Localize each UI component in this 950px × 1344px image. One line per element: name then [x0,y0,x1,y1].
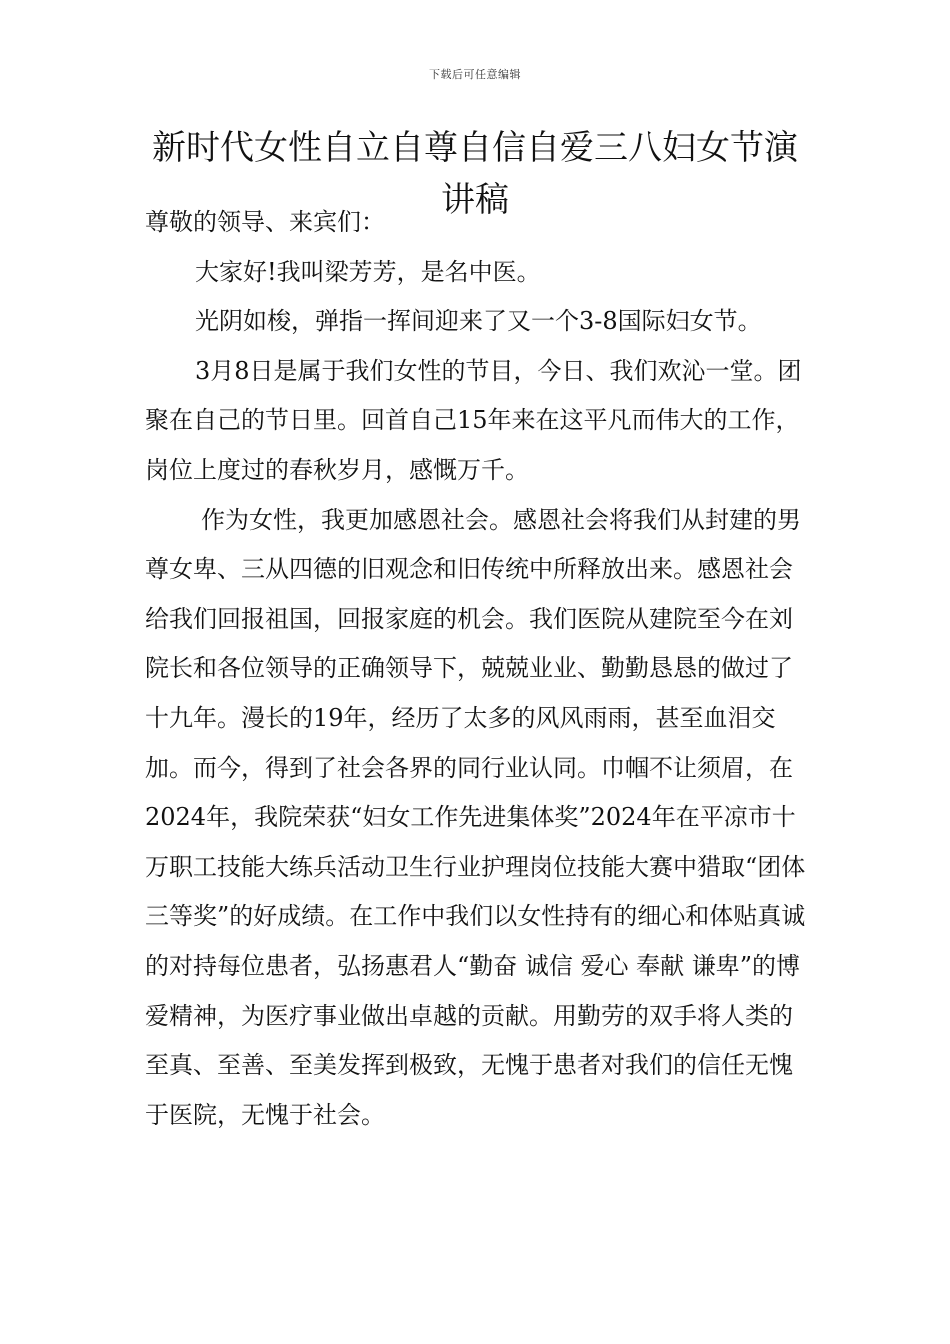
body-paragraph: 作为女性，我更加感恩社会。感恩社会将我们从封建的男尊女卑、三从四德的旧观念和旧传统中所释放出来。感恩社会给我们回报祖国，回报家庭的机会。我们医院从建院至今在刘院长和各位领导的正确领导下，兢兢业业、勤勤恳恳的做过了十九年。漫长的19年，经历了太多的风风雨雨，甚至血泪交加。而今，得到了社会各界的同行业认同。巾帼不让须眉，在2024年，我院荣获“妇女工作先进集体奖”2024年在平凉市十万职工技能大练兵活动卫生行业护理岗位技能大赛中猎取“团体三等奖”的好成绩。在工作中我们以女性持有的细心和体贴真诚的对持每位患者，弘扬惠君人“勤奋 诚信 爱心 奉献 谦卑”的博爱精神，为医疗事业做出卓越的贡献。用勤劳的双手将人类的至真、至善、至美发挥到极致，无愧于患者对我们的信任无愧于医院，无愧于社会。 [145,505,806,1129]
salutation-paragraph: 尊敬的领导、来宾们： [145,208,385,236]
document-title: 新时代女性自立自尊自信自爱三八妇女节演讲稿 [152,128,798,220]
body-paragraph: 3月8日是属于我们女性的节目，今日、我们欢沁一堂。团聚在自己的节日里。回首自己15年来在这平凡而伟大的工作，岗位上度过的春秋岁月，感慨万千。 [145,356,802,484]
body-paragraph: 大家好!我叫梁芳芳，是名中医。 [195,257,541,286]
body-paragraph: 光阴如梭，弹指一挥间迎来了又一个3-8国际妇女节。 [195,307,762,336]
document-body [145,198,815,1140]
header-note: 下载后可任意编辑 [429,68,521,81]
